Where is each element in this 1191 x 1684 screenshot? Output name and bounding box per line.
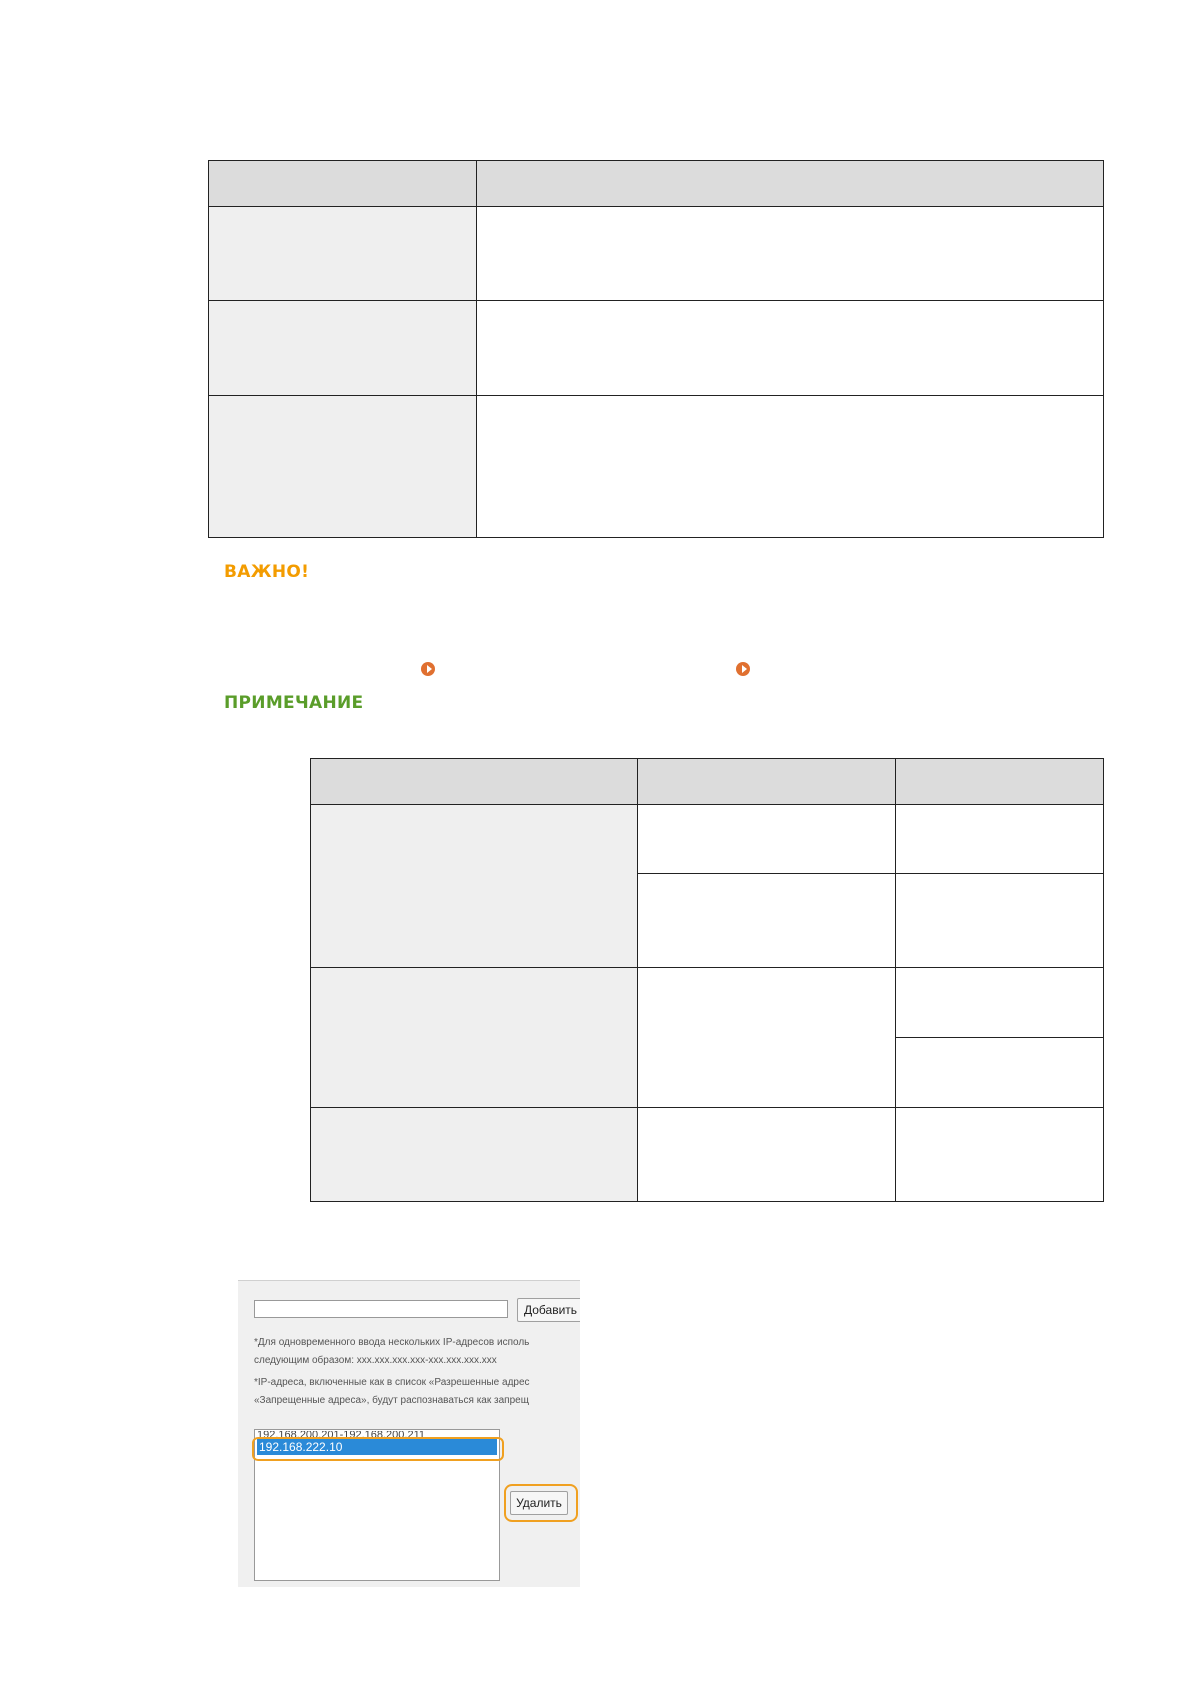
note-heading: ПРИМЕЧАНИЕ [224, 693, 364, 713]
table-cell [896, 968, 1104, 1038]
hint-text: *Для одновременного ввода нескольких IP-адресов исполь [254, 1337, 530, 1348]
table-row [209, 207, 1104, 301]
table-cell [896, 1108, 1104, 1202]
add-button[interactable]: Добавить [517, 1298, 580, 1322]
delete-callout-frame [504, 1484, 578, 1522]
delete-button[interactable]: Удалить [510, 1491, 568, 1515]
table-header-cell [209, 161, 477, 207]
list-item-selected[interactable]: 192.168.222.10 [257, 1439, 497, 1455]
hint-text: «Запрещенные адреса», будут распознаваться как запрещ [254, 1395, 529, 1406]
table-cell [477, 207, 1104, 301]
table-cell [209, 301, 477, 396]
table-cell [638, 1108, 896, 1202]
table-header-cell [311, 759, 638, 805]
table-header-row [311, 759, 1104, 805]
hint-text: следующим образом: xxx.xxx.xxx.xxx-xxx.xxx.xxx.xxx [254, 1355, 497, 1366]
link-arrow-icon[interactable] [736, 662, 750, 676]
link-arrow-icon[interactable] [421, 662, 435, 676]
table-header-cell [638, 759, 896, 805]
table-cell [896, 874, 1104, 968]
table-row [311, 968, 1104, 1038]
list-item[interactable]: 192.168.200.201-192.168.200.211 [257, 1431, 426, 1439]
table-row [311, 805, 1104, 874]
table-cell [896, 805, 1104, 874]
hint-text: *IP-адреса, включенные как в список «Разрешенные адрес [254, 1377, 530, 1388]
table-row [209, 301, 1104, 396]
table-cell [209, 207, 477, 301]
table-header-row [209, 161, 1104, 207]
table-cell [896, 1038, 1104, 1108]
table-cell [311, 968, 638, 1108]
table-cell [477, 396, 1104, 538]
selection-callout-frame [252, 1437, 504, 1461]
table-cell [638, 968, 896, 1108]
table-row [209, 396, 1104, 538]
important-heading: ВАЖНО! [224, 562, 310, 582]
table-cell [638, 874, 896, 968]
table-cell [477, 301, 1104, 396]
table-header-cell [477, 161, 1104, 207]
table-row [311, 1108, 1104, 1202]
table-cell [209, 396, 477, 538]
table-cell [638, 805, 896, 874]
ip-address-panel-screenshot [238, 1280, 580, 1587]
table-header-cell [896, 759, 1104, 805]
address-rules-table [310, 758, 1104, 1202]
table-cell [311, 805, 638, 968]
settings-table [208, 160, 1104, 538]
ip-address-input[interactable] [254, 1300, 508, 1318]
table-cell [311, 1108, 638, 1202]
